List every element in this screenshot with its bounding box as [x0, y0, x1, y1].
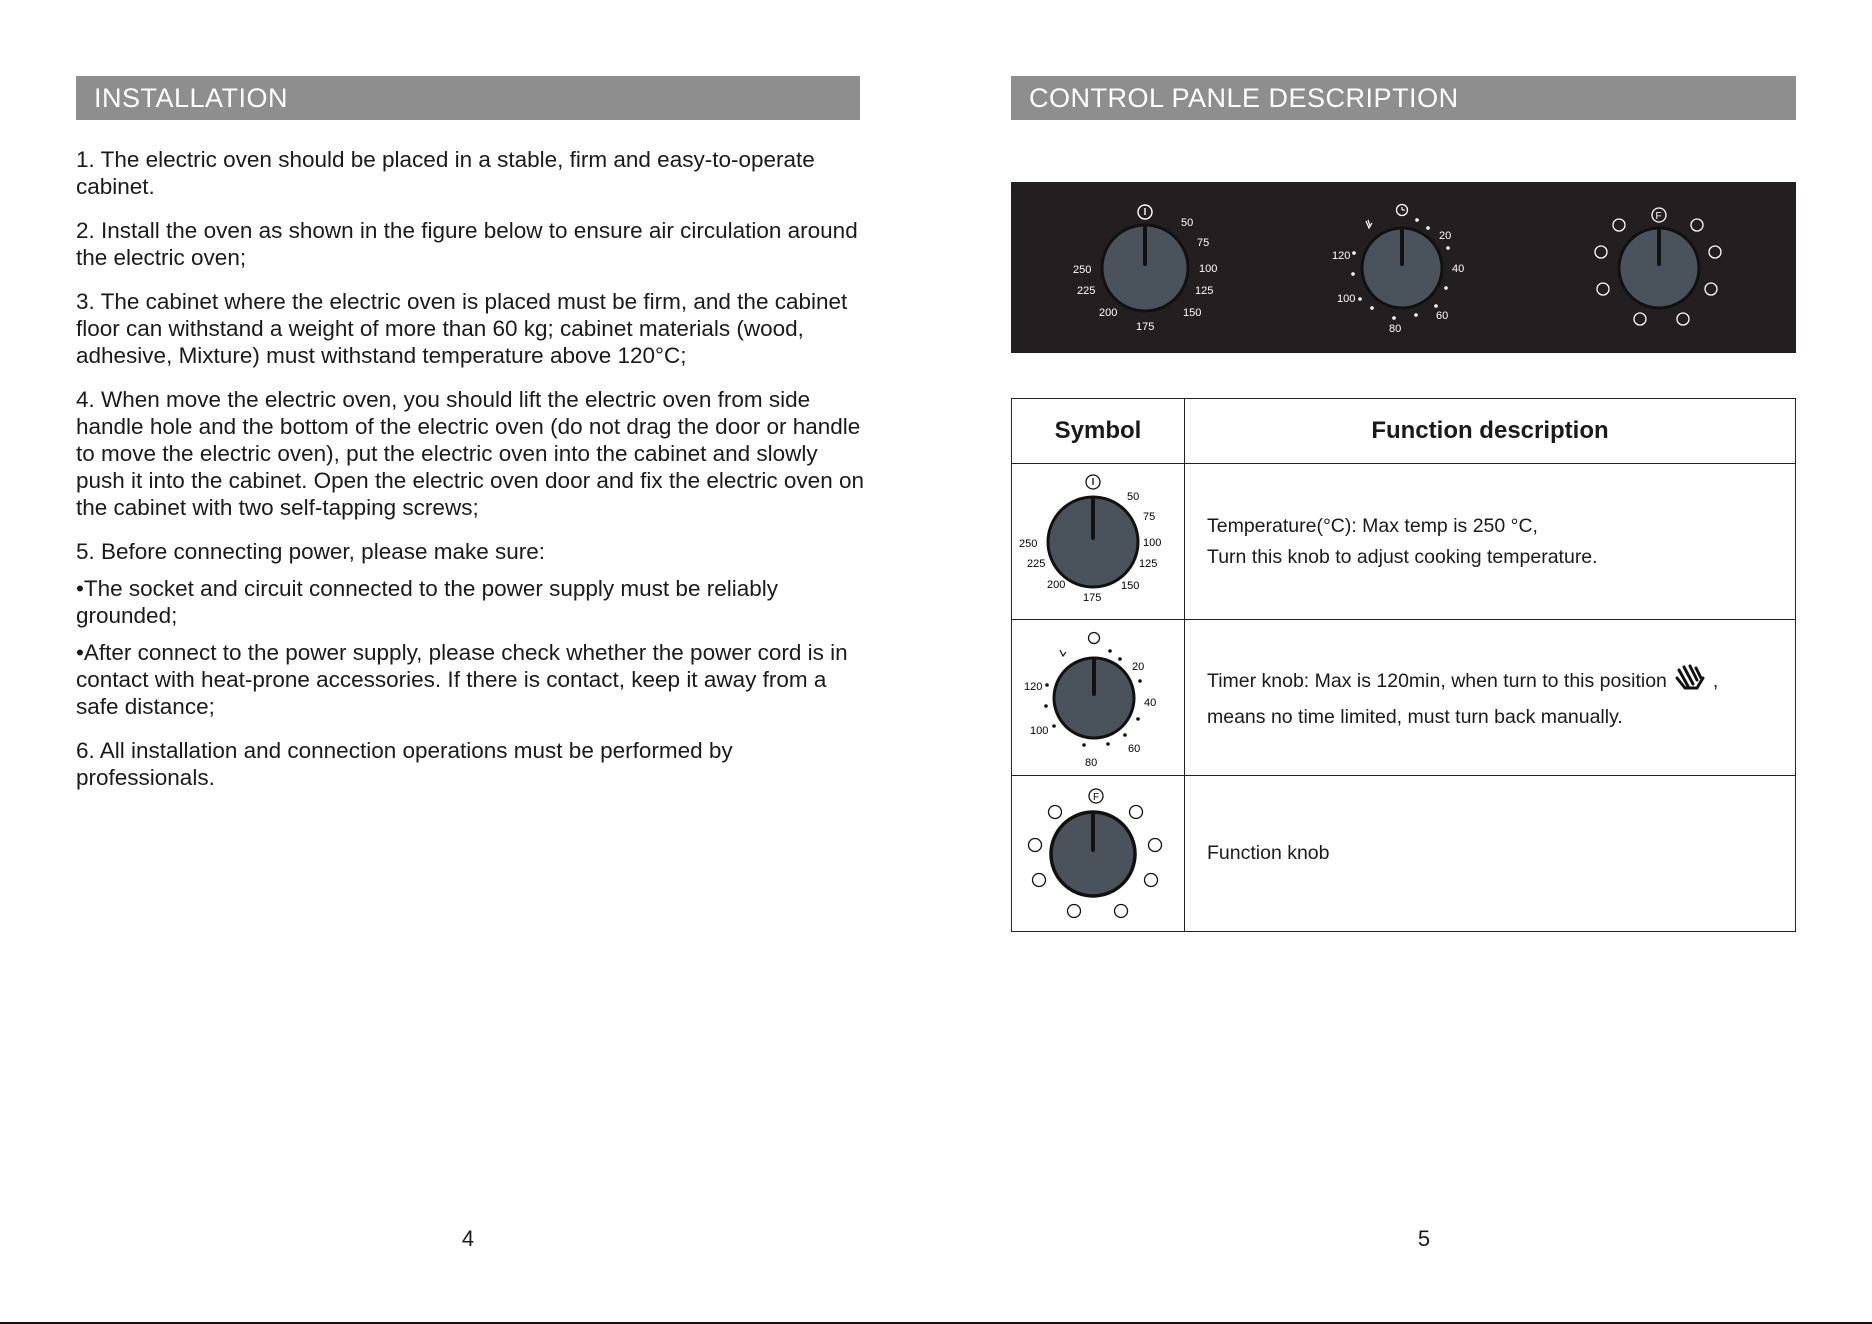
- bottom-heat-icon: [1115, 905, 1128, 918]
- table-row: [1012, 464, 1796, 620]
- function-column-header: Function description: [1185, 399, 1796, 464]
- temperature-knob: [1073, 205, 1217, 333]
- function-knob-symbol: [1012, 776, 1184, 926]
- temperature-symbol-cell: [1012, 464, 1185, 620]
- control-panel-svg: [1011, 182, 1796, 353]
- temp-symbol-label-75: 75: [1143, 511, 1156, 523]
- eco-icon: [1068, 905, 1081, 918]
- table-row: [1012, 776, 1796, 932]
- right-page: [936, 0, 1872, 1324]
- timer-symbol-label-60: 60: [1128, 743, 1141, 755]
- instruction-5: 5. Before connecting power, please make sure:: [76, 539, 546, 564]
- instruction-bullet-2: •After connect to the power supply, please check whether the power cord is in contact with heat-prone accessories. If there is contact, keep it away from a safe distance;: [76, 640, 848, 719]
- timer-symbol-label-120: 120: [1024, 681, 1043, 693]
- hand-icon: [1366, 220, 1372, 228]
- temperature-description: [1185, 464, 1796, 620]
- temp-label-50: 50: [1181, 217, 1194, 229]
- grill-icon: [1595, 246, 1607, 258]
- instruction-2: 2. Install the oven as shown in the figure below to ensure air circulation around the electric oven;: [76, 218, 858, 270]
- installation-instructions: [76, 146, 866, 808]
- thermometer-icon: [1138, 205, 1152, 219]
- function-knob: [1595, 208, 1721, 325]
- function-description: Function knob: [1185, 776, 1796, 932]
- timer-symbol-label-80: 80: [1085, 757, 1098, 769]
- grill-icon: [1029, 839, 1042, 852]
- timer-label-100: 100: [1337, 293, 1356, 305]
- temperature-description-line1: Temperature(°C): Max temp is 250 °C,: [1207, 514, 1538, 537]
- page-number: 4: [461, 1226, 475, 1251]
- timer-symbol-label-40: 40: [1144, 697, 1157, 709]
- timer-label-40: 40: [1452, 263, 1465, 275]
- defrost-icon: [1613, 219, 1625, 231]
- function-table: [1011, 398, 1796, 932]
- timer-description-line1: [1207, 662, 1795, 702]
- timer-symbol-label-100: 100: [1030, 725, 1049, 737]
- timer-description: [1185, 620, 1796, 776]
- temp-symbol-label-100: 100: [1143, 537, 1162, 549]
- instruction-bullet-1: •The socket and circuit connected to the power supply must be reliably grounded;: [76, 576, 778, 628]
- eco-icon: [1634, 313, 1646, 325]
- temp-symbol-label-225: 225: [1027, 558, 1046, 570]
- temp-symbol-label-200: 200: [1047, 579, 1066, 591]
- page-number: 5: [1417, 1226, 1431, 1251]
- timer-label-120: 120: [1332, 250, 1351, 262]
- timer-knob-symbol: [1012, 620, 1184, 770]
- temp-symbol-label-175: 175: [1083, 592, 1102, 604]
- temp-symbol-label-250: 250: [1019, 538, 1038, 550]
- temp-label-250: 250: [1073, 264, 1092, 276]
- temp-label-150: 150: [1183, 307, 1202, 319]
- fan-grill-icon: [1033, 874, 1046, 887]
- top-bottom-heat-icon: [1709, 246, 1721, 258]
- table-row: [1012, 620, 1796, 776]
- clock-icon: [1397, 205, 1408, 216]
- control-panel-heading: CONTROL PANLE DESCRIPTION: [1011, 76, 1796, 120]
- control-panel-illustration: [1011, 182, 1796, 353]
- temperature-description-line2: Turn this knob to adjust cooking temperature.: [1207, 545, 1598, 568]
- function-symbol-cell: [1012, 776, 1185, 932]
- instruction-3: 3. The cabinet where the electric oven is placed must be firm, and the cabinet floor can withstand a weight of more than 60 kg; cabinet materials (wood, adhesive, Mixture) must withstand temperature above 120°C;: [76, 289, 848, 368]
- bottom-heat-icon: [1677, 313, 1689, 325]
- top-heat-icon: [1145, 874, 1158, 887]
- fan-icon: [1691, 219, 1703, 231]
- timer-knob: [1332, 205, 1464, 336]
- table-header-row: [1012, 399, 1796, 464]
- temp-symbol-label-50: 50: [1127, 491, 1140, 503]
- timer-description-line2: means no time limited, must turn back manually.: [1207, 706, 1623, 728]
- temp-label-225: 225: [1077, 285, 1096, 297]
- fan-icon: [1130, 806, 1143, 819]
- temp-label-75: 75: [1197, 237, 1210, 249]
- symbol-column-header: Symbol: [1012, 399, 1185, 464]
- defrost-icon: [1049, 806, 1062, 819]
- instruction-6: 6. All installation and connection operations must be performed by professionals.: [76, 738, 733, 790]
- timer-description-comma: ,: [1712, 670, 1719, 693]
- temp-label-200: 200: [1099, 307, 1118, 319]
- temperature-knob-symbol: [1012, 464, 1184, 614]
- installation-heading: INSTALLATION: [76, 76, 860, 120]
- top-bottom-heat-icon: [1149, 839, 1162, 852]
- temp-symbol-label-150: 150: [1121, 580, 1140, 592]
- timer-description-text: Timer knob: Max is 120min, when turn to this position: [1207, 670, 1667, 693]
- timer-symbol-label-20: 20: [1132, 661, 1145, 673]
- temp-label-175: 175: [1136, 321, 1155, 333]
- timer-symbol-cell: [1012, 620, 1185, 776]
- timer-label-80: 80: [1389, 323, 1402, 335]
- function-symbol-letter: F: [1093, 792, 1100, 803]
- fan-grill-icon: [1597, 283, 1609, 295]
- timer-label-60: 60: [1436, 310, 1449, 322]
- top-heat-icon: [1705, 283, 1717, 295]
- instruction-4: 4. When move the electric oven, you should lift the electric oven from side handle hole and the bottom of the electric oven (do not drag the door or handle to move the electric oven), put the electric oven into the cabinet and slowly push it into the cabinet. Open the electric oven door and fix the electric oven on the cabinet with two self-tapping screws;: [76, 387, 864, 520]
- temp-symbol-label-125: 125: [1139, 558, 1158, 570]
- instruction-1: 1. The electric oven should be placed in a stable, firm and easy-to-operate cabinet.: [76, 147, 815, 199]
- temp-label-125: 125: [1195, 285, 1214, 297]
- function-letter: F: [1655, 211, 1662, 222]
- temp-label-100: 100: [1199, 263, 1218, 275]
- timer-label-20: 20: [1439, 230, 1452, 242]
- hand-icon: [1673, 662, 1707, 702]
